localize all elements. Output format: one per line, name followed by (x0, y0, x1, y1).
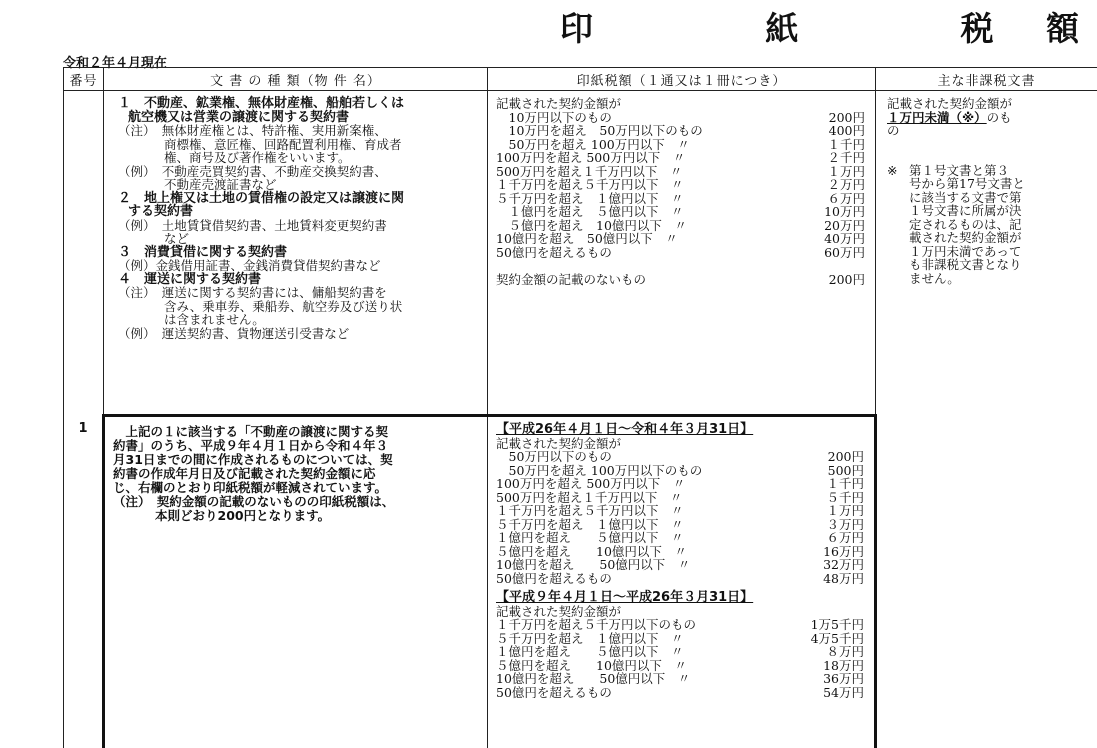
tax-row-value: 18万円 (823, 657, 864, 673)
tax-row-label: １億円を超え ５億円以下 〃 (496, 204, 684, 219)
note-line: 第１号文書と第３ (909, 162, 1010, 178)
tax-row-label: ５億円を超え 10億円以下 〃 (496, 543, 687, 559)
tax-row-label: ５千万円を超え １億円以下 〃 (496, 630, 684, 646)
tax-row (496, 232, 865, 246)
item1-title: １ 不動産、鉱業権、無体財産権、船舶若しくは (118, 96, 405, 111)
note-line: 定されるものは、記 (909, 216, 1022, 232)
tax-row-value: ８万円 (826, 644, 864, 659)
reduction-line: 約書の作成年月日及び記載された契約金額に応 (113, 466, 376, 481)
tax-row-value: ６万円 (827, 190, 865, 206)
item3-example: （例）金銭借用証書、金銭消費貸借契約書など (118, 258, 381, 273)
reduction-line: 月31日までの間に作成されるものについては、契 (113, 452, 393, 467)
tax-lead: 記載された契約金額が (496, 603, 622, 619)
tax-row-label: 100万円を超え 500万円以下 〃 (496, 150, 686, 165)
header-document-type: 文 書 の 種 類（物 件 名） (104, 68, 488, 91)
item3-title: ３ 消費貸借に関する契約書 (118, 244, 288, 260)
tax-row (496, 618, 864, 632)
exempt-cell (876, 91, 1097, 748)
tax-row-label: １千万円を超え５千万円以下のもの (496, 617, 697, 632)
tax-row-value: １万円 (827, 163, 865, 179)
item2-example-l2: など (164, 231, 190, 246)
reduction-note: （注） 契約金額の記載のないものの印紙税額は、 (113, 494, 395, 509)
page-title (560, 6, 1080, 46)
reduction-description-cell (104, 416, 488, 748)
tax-row-value: 40万円 (824, 231, 865, 246)
tax-row-value: 10万円 (824, 204, 865, 219)
tax-row-label: １億円を超え ５億円以下 〃 (496, 644, 684, 659)
period-2: 【平成９年４月１日～平成26年３月31日】 (496, 590, 754, 605)
tax-row-value: 4万5千円 (810, 630, 864, 646)
tax-row-label: 10億円を超え 50億円以下 〃 (496, 557, 691, 572)
tax-row-value: 16万円 (823, 543, 864, 559)
tax-row (496, 205, 865, 219)
note-line: も非課税文書となり (909, 257, 1022, 272)
tax-row-label: ５千万円を超え １億円以下 〃 (496, 516, 684, 532)
reduced-tax-cell (488, 416, 876, 748)
tax-row-value: 20万円 (824, 217, 865, 233)
note-line: に該当する文書で第 (909, 189, 1022, 205)
item2-example: （例） 土地賃貸借契約書、土地賃料変更契約書 (118, 217, 387, 233)
tax-row (496, 672, 864, 686)
tax-row-label: ５億円を超え 10億円以下 〃 (496, 657, 687, 673)
header-number: 番号 (64, 68, 104, 91)
tax-row-label: ５億円を超え 10億円以下 〃 (496, 217, 687, 233)
tax-row-value: 32万円 (823, 557, 864, 572)
tax-row (496, 531, 864, 545)
tax-row-label: 10億円を超え 50億円以下 〃 (496, 231, 678, 246)
item1-example-l2: 不動産売渡証書など (164, 177, 277, 192)
tax-row-value: 200円 (828, 272, 865, 287)
note-mark: ※ (887, 162, 898, 178)
tax-row-label: １千万円を超え５千万円以下 〃 (496, 177, 684, 192)
tax-row-label: 50万円以下のもの (496, 449, 612, 464)
tax-row-label: 10万円を超え 50万円以下のもの (496, 123, 703, 138)
note-line: １万円未満であって (909, 243, 1022, 259)
reduction-line: 上記の１に該当する「不動産の譲渡に関する契 (113, 424, 389, 439)
exempt-note (887, 164, 1091, 286)
exempt-line: 記載された契約金額が (887, 96, 1013, 111)
item1-example: （例） 不動産売買契約書、不動産交換契約書、 (118, 163, 387, 179)
tax-row-label: 100万円を超え 500万円以下 〃 (496, 476, 686, 491)
tax-row-value: ５千円 (826, 489, 864, 505)
tax-row (496, 178, 865, 192)
exempt-line-3: の (887, 123, 900, 138)
tax-row (496, 246, 865, 260)
period-1: 【平成26年４月１日～令和４年３月31日】 (496, 422, 754, 437)
tax-row (496, 491, 864, 505)
row-number: 1 (64, 91, 104, 748)
item4-example: （例） 運送契約書、貨物運送引受書など (118, 325, 350, 341)
tax-row-value: １千円 (827, 136, 865, 152)
reduction-line: 約書」のうち、平成９年４月１日から令和４年３ (113, 438, 389, 453)
tax-row-value: ２千円 (827, 150, 865, 165)
item1-note-l3: 権、商号及び著作権をいいます。 (164, 150, 351, 165)
tax-row-label: 500万円を超え１千万円以下 〃 (496, 163, 683, 179)
tax-row (496, 138, 865, 152)
as-of-date: 令和２年４月現在 (63, 56, 168, 71)
tax-row-value: ３万円 (826, 516, 864, 532)
tax-row-value: １万円 (826, 503, 864, 518)
item1-note: （注） 無体財産権とは、特許権、実用新案権、 (118, 123, 387, 138)
tax-row-value: 200円 (827, 449, 864, 464)
tax-row (496, 111, 865, 125)
tax-row-label: ５千万円を超え １億円以下 〃 (496, 190, 684, 206)
tax-row (496, 686, 864, 700)
title-char-3: 税 (960, 8, 995, 48)
tax-row (496, 450, 864, 464)
header-tax-amount: 印紙税額（１通又は１冊につき） (488, 68, 876, 91)
tax-row (496, 558, 864, 572)
tax-row (496, 464, 864, 478)
tax-row (496, 632, 864, 646)
tax-row (496, 219, 865, 233)
reduction-line: じ、右欄のとおり印紙税額が軽減されています。 (113, 480, 388, 495)
table-header-row (64, 68, 1097, 91)
tax-row-value: 48万円 (823, 570, 864, 586)
item2-title: ２ 地上権又は土地の賃借権の設定又は譲渡に関 (118, 190, 405, 206)
tax-row-label: 50万円を超え 100万円以下 〃 (496, 136, 690, 152)
note-line: 号から第17号文書と (909, 176, 1025, 191)
table-row (64, 91, 1097, 416)
note-line: 載された契約金額が (909, 230, 1022, 245)
tax-row-value: ２万円 (827, 177, 865, 192)
tax-row (496, 518, 864, 532)
tax-row-label: 契約金額の記載のないもの (496, 272, 647, 287)
tax-row-label: 10万円以下のもの (496, 109, 612, 125)
tax-row (496, 477, 864, 491)
tax-lead: 記載された契約金額が (496, 96, 622, 111)
tax-row-label: 50万円を超え 100万円以下のもの (496, 462, 703, 478)
item4-note-l2: 含み、乗車券、乗船券、航空券及び送り状 (164, 298, 403, 314)
tax-row (496, 124, 865, 138)
tax-row-value: ６万円 (826, 530, 864, 545)
tax-row-label: 50億円を超えるもの (496, 570, 612, 586)
note-line: １号文書に所属が決 (909, 203, 1022, 218)
tax-row (496, 504, 864, 518)
tax-row-no-amount (496, 273, 865, 287)
reduction-note-l2: 本則どおり200円となります。 (155, 508, 331, 523)
tax-row (496, 165, 865, 179)
document-types-cell (104, 91, 488, 416)
tax-row-label: 50億円を超えるもの (496, 684, 612, 700)
stamp-tax-table (63, 67, 1097, 748)
item2-title-cont: する契約書 (128, 204, 194, 219)
tax-row-label: １千万円を超え５千万円以下 〃 (496, 503, 684, 518)
tax-row (496, 659, 864, 673)
tax-row-value: 60万円 (824, 244, 865, 260)
exempt-tail: のも (986, 109, 1012, 125)
exempt-line-2 (887, 111, 1091, 125)
tax-row-label: 500万円を超え１千万円以下 〃 (496, 489, 683, 505)
tax-row-value: 200円 (828, 109, 865, 125)
tax-row-value: 500円 (827, 462, 864, 478)
tax-row-label: 10億円を超え 50億円以下 〃 (496, 671, 691, 686)
item4-note: （注） 運送に関する契約書には、傭船契約書を (118, 285, 387, 300)
tax-row-label: 50億円を超えるもの (496, 244, 612, 260)
title-char-4: 額 (1045, 8, 1080, 48)
tax-row-value: 36万円 (823, 671, 864, 686)
item4-note-l3: は含まれません。 (164, 312, 265, 327)
tax-row-value: 400円 (828, 123, 865, 138)
tax-row-value: 54万円 (823, 684, 864, 700)
exempt-threshold: １万円未満（※） (887, 109, 987, 125)
tax-row (496, 151, 865, 165)
tax-amounts-cell (488, 91, 876, 416)
tax-lead: 記載された契約金額が (496, 435, 622, 451)
tax-row (496, 572, 864, 586)
tax-row-label: １億円を超え ５億円以下 〃 (496, 530, 684, 545)
tax-row (496, 645, 864, 659)
tax-row (496, 192, 865, 206)
item1-note-l2: 商標権、意匠権、回路配置利用権、育成者 (164, 136, 402, 152)
item1-title-cont: 航空機又は営業の譲渡に関する契約書 (128, 109, 350, 125)
note-line: ません。 (909, 270, 960, 286)
title-char-2: 紙 (765, 8, 800, 48)
title-char-1: 印 (560, 8, 594, 48)
tax-row-value: 1万5千円 (810, 617, 864, 632)
header-exempt: 主な非課税文書 (876, 68, 1097, 91)
tax-row-value: １千円 (826, 476, 864, 491)
item4-title: ４ 運送に関する契約書 (118, 271, 262, 287)
tax-row (496, 545, 864, 559)
